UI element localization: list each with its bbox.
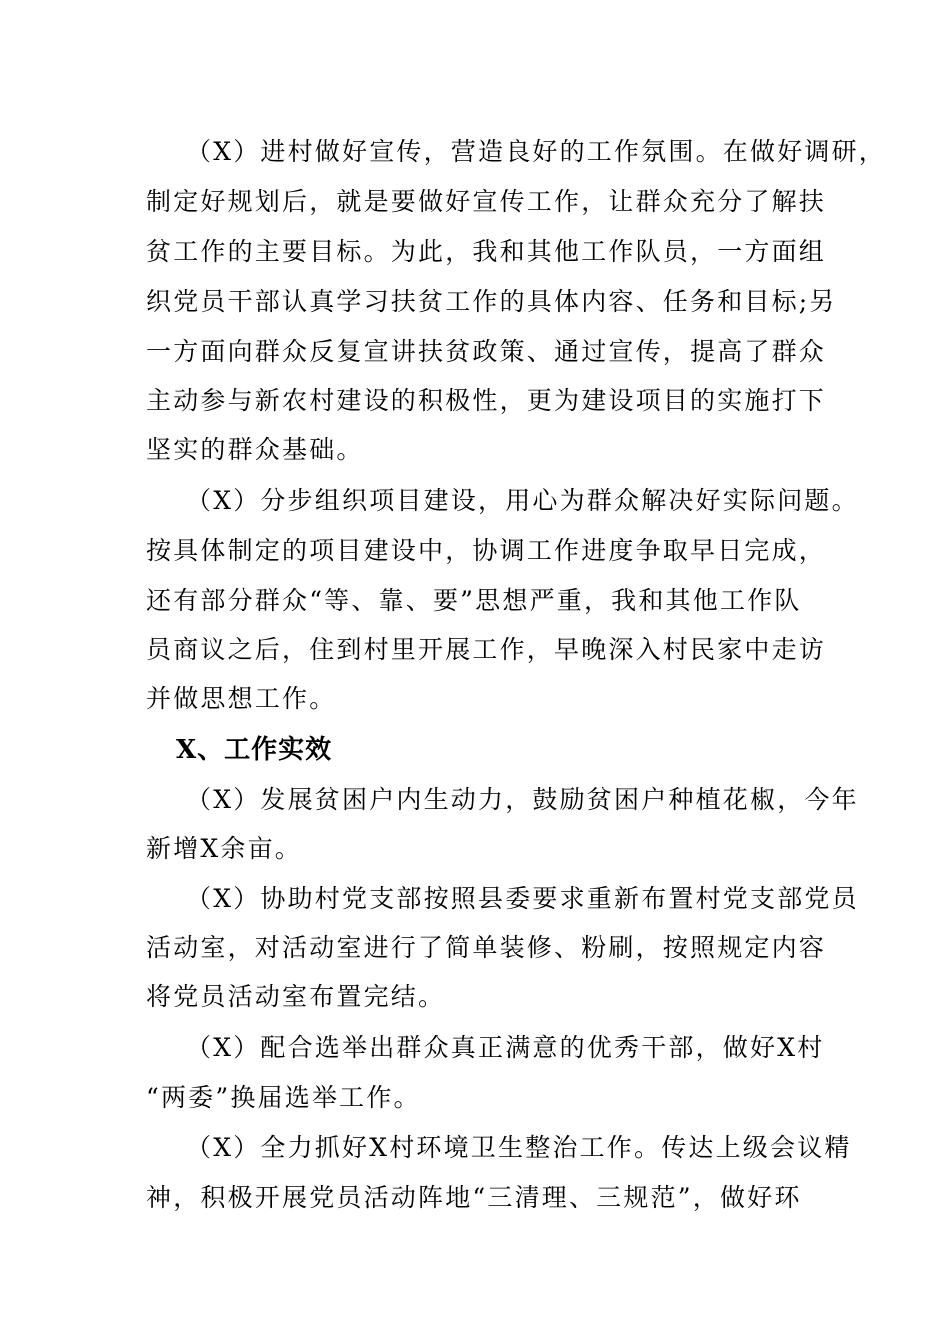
paragraph-line: 按具体制定的项目建设中，协调工作进度争取早日完成， <box>146 536 827 565</box>
paragraph-line: （X）分步组织项目建设，用心为群众解决好实际问题。 <box>186 486 859 515</box>
paragraph-line: 并做思想工作。 <box>146 684 337 713</box>
paragraph-line: （X）全力抓好X村环境卫生整治工作。传达上级会议精 <box>186 1133 852 1162</box>
paragraph-line: 织党员干部认真学习扶贫工作的具体内容、任务和目标;另 <box>146 287 837 316</box>
paragraph-line: （X）发展贫困户内生动力，鼓励贫困户种植花椒，今年 <box>186 785 859 814</box>
paragraph-line: “两委”换届选举工作。 <box>146 1083 421 1112</box>
paragraph-line: 坚实的群众基础。 <box>146 435 364 464</box>
paragraph-line: （X）进村做好宣传，营造良好的工作氛围。在做好调研， <box>186 137 887 166</box>
paragraph-line: 主动参与新农村建设的积极性，更为建设项目的实施打下 <box>146 386 827 415</box>
paragraph-line: （X）配合选举出群众真正满意的优秀干部，做好X村 <box>186 1033 825 1062</box>
paragraph-line: 还有部分群众“等、靠、要”思想严重，我和其他工作队 <box>146 586 802 615</box>
paragraph-line: 活动室，对活动室进行了简单装修、粉刷，按照规定内容 <box>146 933 827 962</box>
paragraph-line: 新增X余亩。 <box>146 834 302 863</box>
section-heading: X、工作实效 <box>176 735 333 765</box>
paragraph-line: 员商议之后，住到村里开展工作，早晚深入村民家中走访 <box>146 635 827 664</box>
paragraph-line: 贫工作的主要目标。为此，我和其他工作队员，一方面组 <box>146 237 827 266</box>
paragraph-line: 将党员活动室布置完结。 <box>146 982 446 1011</box>
paragraph-line: 神，积极开展党员活动阵地“三清理、三规范”，做好环 <box>146 1183 802 1212</box>
paragraph-line: 一方面向群众反复宣讲扶贫政策、通过宣传，提高了群众 <box>146 337 827 366</box>
paragraph-line: 制定好规划后，就是要做好宣传工作，让群众充分了解扶 <box>146 187 827 216</box>
paragraph-line: （X）协助村党支部按照县委要求重新布置村党支部党员 <box>186 884 859 913</box>
